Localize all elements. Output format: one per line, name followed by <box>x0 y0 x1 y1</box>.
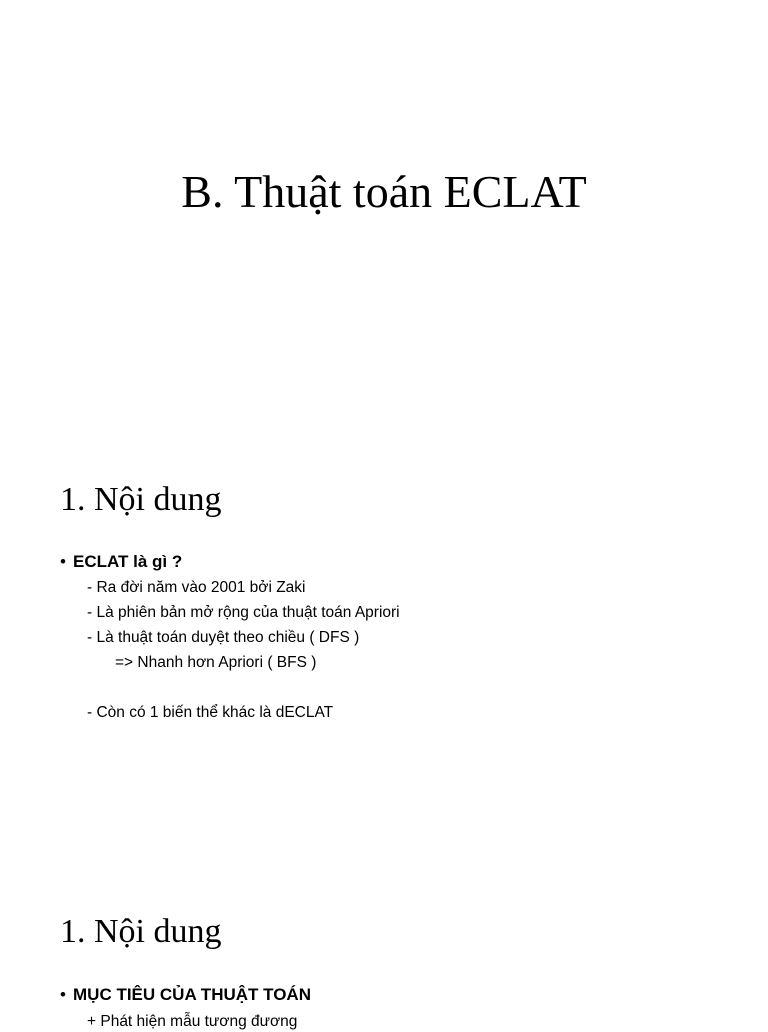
sub-line: + Phát hiện mẫu tương đương <box>87 1013 298 1030</box>
content-slide-eclat-intro <box>0 440 768 860</box>
content-slide-eclat-goal <box>0 872 768 1030</box>
sub-line: - Ra đời năm vào 2001 bởi Zaki <box>87 579 306 596</box>
slide-title: B. Thuật toán ECLAT <box>181 166 587 217</box>
section-title: 1. Nội dung <box>60 913 222 950</box>
bullet-heading: ECLAT là gì ? <box>73 552 183 571</box>
sub-line: - Là thuật toán duyệt theo chiều ( DFS ) <box>87 629 360 646</box>
sub-line: - Là phiên bản mở rộng của thuật toán Apriori <box>87 604 400 621</box>
sub-line-conclusion: => Nhanh hơn Apriori ( BFS ) <box>115 654 317 671</box>
bullet-item <box>60 984 311 1006</box>
bullet-dot-icon: • <box>60 552 66 571</box>
bullet-dot-icon: • <box>60 985 66 1004</box>
section-title: 1. Nội dung <box>60 481 222 518</box>
sub-line: - Còn có 1 biến thể khác là dECLAT <box>87 704 334 721</box>
title-slide <box>0 0 768 420</box>
bullet-heading: MỤC TIÊU CỦA THUẬT TOÁN <box>73 985 311 1004</box>
bullet-item <box>60 551 182 573</box>
